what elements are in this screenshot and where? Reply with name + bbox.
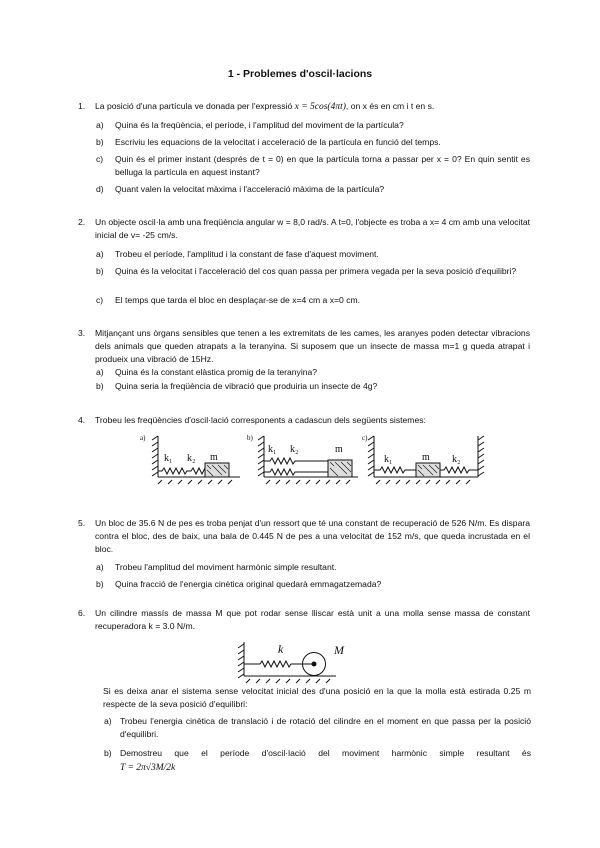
problem-6b-label: b) bbox=[104, 748, 112, 758]
problem-6-formula bbox=[120, 761, 175, 775]
problem-3a-text: Quina és la constant elàstica promig de la teranyina? bbox=[115, 367, 318, 377]
figure-a-m: m bbox=[210, 452, 218, 463]
problem-5b-text: Quina fracció de l'energia cinètica original quedarà emmagatzemada? bbox=[115, 579, 382, 589]
problem-3b-text: Quina seria la freqüència de vibració que produiria un insecte de 4g? bbox=[115, 381, 378, 391]
problem-6b-text: Demostreu que el període d'oscil·lació del moviment harmònic simple resultant és bbox=[120, 748, 531, 758]
problem-1-intro-pre: La posició d'una partícula ve donada per l'expressió bbox=[95, 101, 293, 111]
spring-k bbox=[244, 661, 314, 667]
figure-6-k-label: k bbox=[278, 642, 284, 656]
figure-b-k1: k₁ bbox=[268, 444, 277, 455]
figure-c-m: m bbox=[422, 452, 430, 463]
problem-3a-label: a) bbox=[96, 367, 104, 377]
problem-2c-label: c) bbox=[96, 295, 104, 305]
problem-1c-label: c) bbox=[96, 154, 104, 164]
problem-5a-text: Trobeu l'amplitud del moviment harmònic simple resultant. bbox=[115, 562, 337, 572]
problem-4-figures bbox=[140, 430, 485, 490]
figure-b-tag: b) bbox=[247, 434, 253, 442]
problem-2-number: 2. bbox=[78, 217, 86, 227]
problem-6a-text: Trobeu l'energia cinètica de translació i de rotació del cilindre en el moment en que passa per la posició d'equilibri. bbox=[120, 716, 531, 739]
problem-2c-text: El temps que tarda el bloc en desplaçar-se de x=4 cm a x=0 cm. bbox=[115, 295, 361, 305]
figure-b-k2: k₂ bbox=[290, 444, 299, 455]
figure-c-k1: k₁ bbox=[384, 454, 393, 465]
problem-1d-label: d) bbox=[96, 184, 104, 194]
figure-a-k2: k₂ bbox=[187, 453, 196, 464]
problem-6-number: 6. bbox=[78, 608, 86, 618]
period-formula: T = 2π√3M/2k bbox=[120, 763, 176, 773]
problem-2a-label: a) bbox=[96, 249, 104, 259]
problem-6a-label: a) bbox=[104, 716, 112, 726]
figure-6-M-label: M bbox=[334, 643, 344, 657]
problem-5a-label: a) bbox=[96, 562, 104, 572]
problem-1a-label: a) bbox=[96, 120, 104, 130]
problem-5-number: 5. bbox=[78, 518, 86, 528]
problem-1-intro-post: , on x és en cm i t en s. bbox=[345, 101, 435, 111]
figure-a-tag: a) bbox=[140, 434, 146, 442]
problem-2b-text: Quina és la velocitat i l'acceleració del cos quan passa per primera vegada per la seva posició d'equilibri? bbox=[115, 266, 517, 276]
problem-6-intro: Un cilindre massís de massa M que pot rodar sense lliscar està unit a una molla sense massa de constant recuperadora k = 3.0 N/m. bbox=[95, 608, 530, 631]
problem-1-formula: x = 5cos(4πt) bbox=[294, 102, 346, 112]
problem-1-number: 1. bbox=[78, 101, 86, 111]
problem-1-intro bbox=[95, 100, 535, 114]
problem-1b-label: b) bbox=[96, 137, 104, 147]
problem-1d-text: Quant valen la velocitat màxima i l'acceleració màxima de la partícula? bbox=[115, 184, 385, 194]
problem-2a-text: Trobeu el període, l'amplitud i la constant de fase d'aquest moviment. bbox=[115, 249, 379, 259]
problem-1b-text: Escriviu les equacions de la velocitat i acceleració de la partícula en funció del temps. bbox=[115, 137, 441, 147]
problem-4-number: 4. bbox=[78, 415, 86, 425]
problem-3-number: 3. bbox=[78, 328, 86, 338]
problem-2-intro: Un objecte oscil·la amb una freqüència angular w = 8,0 rad/s. A t=0, l'objecte es troba a x= 4 cm amb una velocitat inicial de v= -25 cm/s. bbox=[95, 217, 530, 240]
problem-4-intro: Trobeu les freqüències d'oscil·lació corresponents a cadascun dels següents sistemes: bbox=[95, 415, 426, 425]
figure-a-k1: k₁ bbox=[164, 453, 173, 464]
problem-6-intro2: Si es deixa anar el sistema sense velocitat inicial des d'una posició en la que la molla està estirada 0.25 m respecte de la seva posició d'equilibri: bbox=[103, 686, 531, 709]
figure-c-tag: c) bbox=[362, 434, 368, 442]
problem-1a-text: Quina és la freqüència, el període, i l'amplitud del moviment de la partícula? bbox=[115, 120, 404, 130]
problem-6-figure bbox=[236, 640, 366, 684]
problem-5b-label: b) bbox=[96, 579, 104, 589]
problem-5-intro: Un bloc de 35.6 N de pes es troba penjat d'un ressort que té una constant de recuperació de 526 N/m. Es dispara contra el bloc, des de baix, una bala de 0.445 N de pes a una velocitat de 152 m/s, que queda incrustada en el bloc. bbox=[95, 518, 530, 554]
figure-b-m: m bbox=[335, 444, 343, 455]
page-title: 1 - Problemes d'oscil·lacions bbox=[227, 68, 373, 80]
problem-3-intro: Mitjançant uns òrgans sensibles que tenen a les extremitats de les cames, les aranyes poden detectar vibracions dels animals que queden atrapats a la teranyina. Si suposem que un insecte de massa m=1 g queda atrapat i produeix una vibració de 15Hz. bbox=[95, 328, 530, 364]
problem-3b-label: b) bbox=[96, 381, 104, 391]
problem-2b-label: b) bbox=[96, 266, 104, 276]
figure-c-k2: k₂ bbox=[452, 454, 461, 465]
problem-1c-text: Quin és el primer instant (després de t = 0) en que la partícula torna a passar per x = 0? En quin sentit es belluga la partícula en aquest instant? bbox=[115, 154, 530, 177]
